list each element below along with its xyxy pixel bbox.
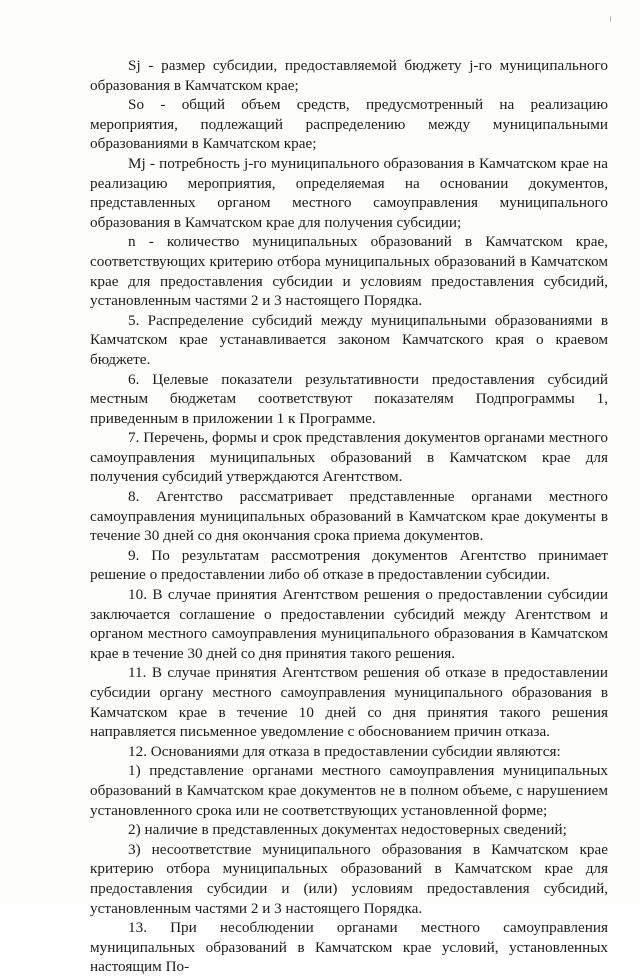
scan-mark bbox=[610, 16, 614, 22]
clause-6: 6. Целевые показатели результативности предоставления субсидий местным бюджетам соответствуют показателям Подпрограммы 1, приведенным в приложении 1 к Программе. bbox=[90, 370, 608, 427]
clause-12: 12. Основаниями для отказа в предоставлении субсидии являются: bbox=[128, 742, 561, 760]
clause-12-item-1: 1) представление органами местного самоуправления муниципальных образований в Камчатском крае документов не в полном объеме, с нарушением установленного срока или не соответствующих установленной форме; bbox=[90, 762, 608, 819]
clause-12-item-3: 3) несоответствие муниципального образования в Камчатском крае критерию отбора муниципальных образований в Камчатском крае для предоставления субсидии и (или) условиям предоставления субсидий, установленным частями 2 и 3 настоящего Порядка. bbox=[90, 840, 608, 917]
clause-13: 13. При несоблюдении органами местного самоуправления муниципальных образований в Камчатском крае условий, установленных настоящим По- bbox=[90, 919, 608, 976]
clause-9: 9. По результатам рассмотрения документов Агентство принимает решение о предоставлении либо об отказе в предоставлении субсидии. bbox=[90, 546, 608, 584]
definition-mj: Mj - потребность j-го муниципального образования в Камчатском крае на реализацию мероприятия, определяемая на основании документов, представленных органом местного самоуправления муниципального образования в Камчатском крае для получения субсидии; bbox=[90, 154, 608, 231]
definition-sj: Sj - размер субсидии, предоставляемой бюджету j-го муниципального образования в Камчатском крае; bbox=[90, 57, 608, 94]
clause-5: 5. Распределение субсидий между муниципальными образованиями в Камчатском крае устанавливается законом Камчатского края о краевом бюджете. bbox=[90, 311, 608, 368]
clause-7: 7. Перечень, формы и срок представления документов органами местного самоуправления муниципальных образований в Камчатском крае для получения субсидий утверждаются Агентством. bbox=[90, 429, 608, 486]
definition-so: So - общий объем средств, предусмотренный на реализацию мероприятия, подлежащий распределению между муниципальными образованиями в Камчатском крае; bbox=[90, 96, 608, 153]
clause-11: 11. В случае принятия Агентством решения об отказе в предоставлении субсидии органу местного самоуправления муниципального образования в Камчатском крае в течение 10 дней со дня принятия такого решения направляется письменное уведомление с обоснованием причин отказа. bbox=[90, 664, 608, 741]
document-body bbox=[90, 56, 608, 977]
definition-n: n - количество муниципальных образований в Камчатском крае, соответствующих критерию отбора муниципальных образований в Камчатском крае для предоставления субсидии и условиям предоставления субсидий, установленным частями 2 и 3 настоящего Порядка. bbox=[90, 233, 608, 310]
clause-12-item-2: 2) наличие в представленных документах недостоверных сведений; bbox=[128, 821, 567, 839]
clause-8: 8. Агентство рассматривает представленные органами местного самоуправления муниципальных образований в Камчатском крае документы в течение 30 дней со дня окончания срока приема документов. bbox=[90, 488, 608, 545]
clause-10: 10. В случае принятия Агентством решения о предоставлении субсидии заключается соглашение о предоставлении субсидий между Агентством и органом местного самоуправления муниципального образования в Камчатском крае в течение 30 дней со дня принятия такого решения. bbox=[90, 586, 608, 662]
